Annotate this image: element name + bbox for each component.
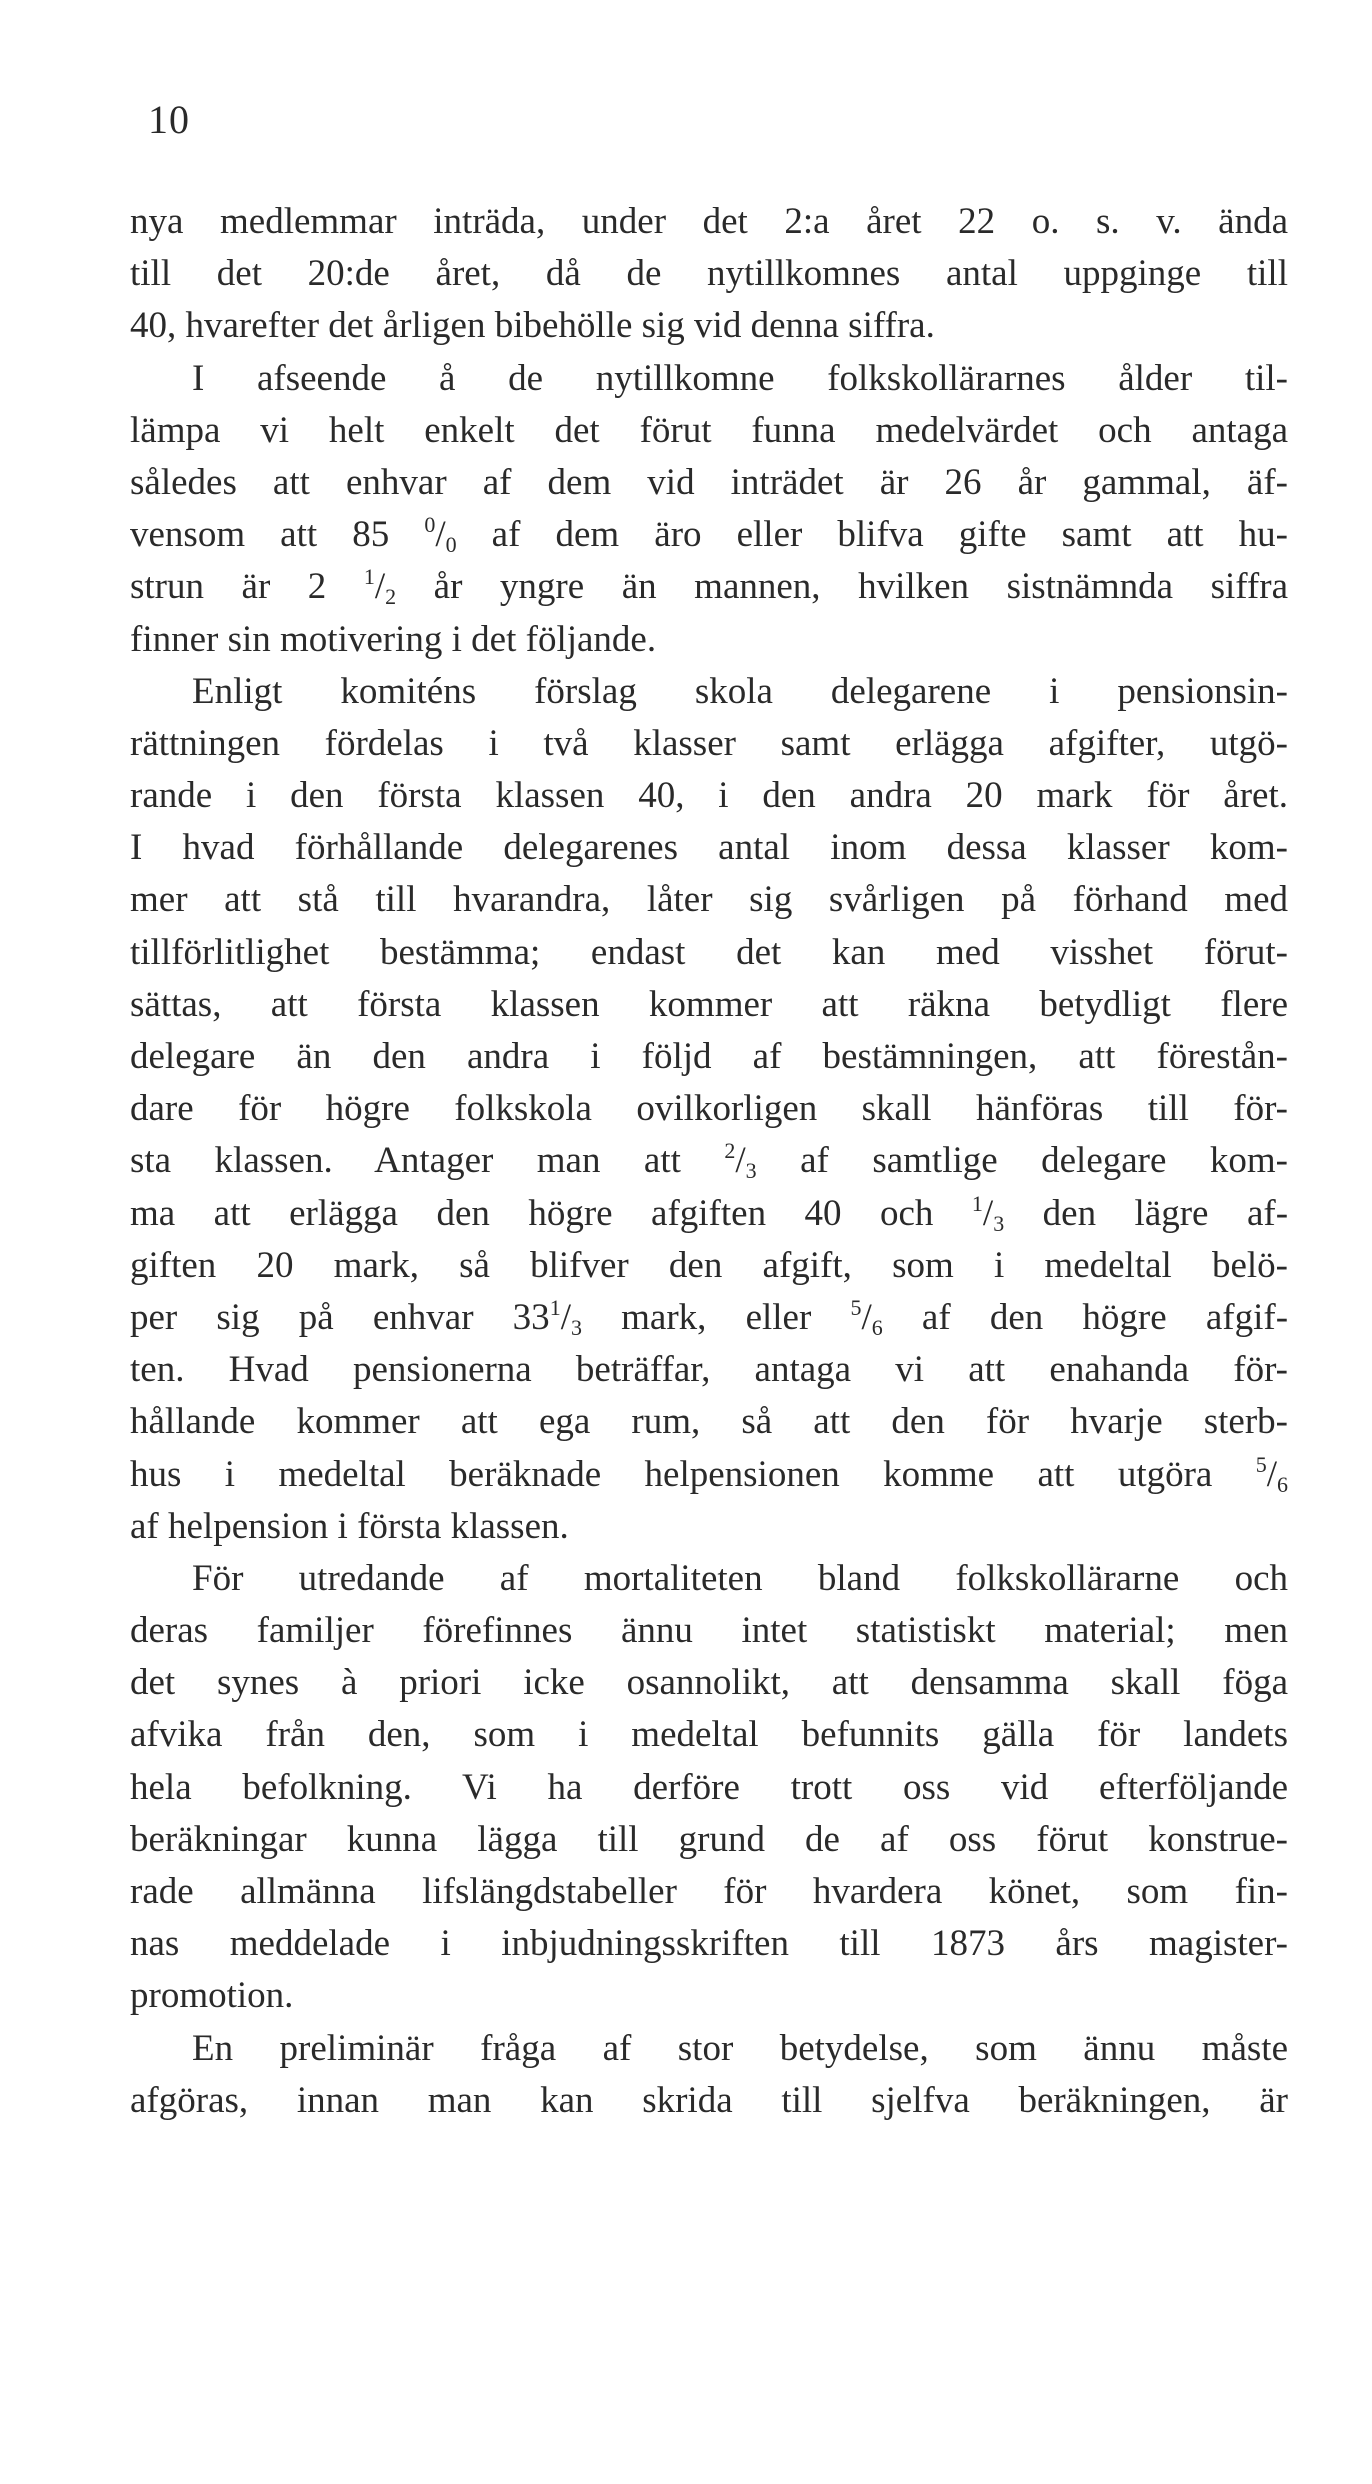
text-line [130,353,1288,405]
text-line [130,874,1288,926]
text-line [130,927,1288,979]
text-run: / [861,1296,872,1338]
text-line [130,1657,1288,1709]
text-run: af dem äro eller blifva gifte samt att hu- [456,514,1288,556]
page-number: 10 [148,97,190,142]
text-line [130,300,1288,352]
text-run: lämpa vi helt enkelt det förut funna medelvärdet och antaga [130,409,1288,451]
text-run: beräkningar kunna lägga till grund de af oss förut konstrue- [130,1818,1288,1860]
text-run: således att enhvar af dem vid inträdet är 26 år gammal, äf- [130,461,1288,503]
text-run: per sig på enhvar 33 [130,1296,550,1338]
superscript: 5 [850,1294,862,1320]
text-line [130,2023,1288,2075]
text-run: af samtlige delegare kom- [756,1140,1288,1182]
text-line [130,1814,1288,1866]
text-run: sta klassen. Antager man att [130,1140,725,1182]
subscript: 3 [993,1210,1005,1236]
text-run: afvika från den, som i medeltal befunnits gälla för landets [130,1714,1288,1756]
text-run: mer att stå till hvarandra, låter sig svårligen på förhand med [130,879,1288,921]
text-line [130,822,1288,874]
text-line [130,1501,1288,1553]
text-run: I hvad förhållande delegarenes antal inom dessa klasser kom- [130,827,1288,869]
text-run: finner sin motivering i det följande. [130,618,657,660]
text-run: af den högre afgif- [882,1296,1288,1338]
text-line [130,1553,1288,1605]
text-run: deras familjer förefinnes ännu intet statistiskt material; men [130,1610,1288,1652]
text-run: giften 20 mark, så blifver den afgift, som i medeltal belö- [130,1244,1288,1286]
text-line [130,1188,1288,1240]
text-line [130,2075,1288,2127]
text-run: ma att erlägga den högre afgiften 40 och [130,1192,972,1234]
text-run: rättningen fördelas i två klasser samt erlägga afgifter, utgö- [130,722,1288,764]
text-run: / [982,1192,994,1234]
subscript: 3 [570,1314,582,1340]
text-line [130,196,1288,248]
text-line [130,248,1288,300]
text-run: / [735,1140,746,1182]
text-line [130,1031,1288,1083]
text-line [130,770,1288,822]
body-text [130,196,1288,2127]
text-run: 40, hvarefter det årligen bibehölle sig vid denna siffra. [130,305,935,347]
text-run: delegare än den andra i följd af bestämningen, att förestån- [130,1036,1288,1077]
text-run: En preliminär fråga af stor betydelse, som ännu måste [192,2027,1288,2069]
text-run: tillförlitlighet bestämma; endast det kan med visshet förut- [130,931,1288,973]
text-run: vensom att 85 [130,514,425,556]
subscript: 3 [745,1158,757,1184]
subscript: 6 [871,1314,883,1340]
superscript: 1 [363,564,375,590]
text-line [130,979,1288,1031]
text-run: sättas, att första klassen kommer att räkna betydligt flere [130,983,1288,1025]
text-line [130,1605,1288,1657]
text-run: / [560,1296,571,1338]
text-run: För utredande af mortaliteten bland folkskollärarne och [192,1557,1288,1599]
text-run: det synes à priori icke osannolikt, att densamma skall föga [130,1662,1288,1704]
text-run: hela befolkning. Vi ha derföre trott oss vid efterföljande [130,1766,1288,1808]
text-run: afgöras, innan man kan skrida till sjelfva beräkningen, är [130,2079,1288,2121]
text-line [130,1762,1288,1814]
text-line [130,1344,1288,1396]
text-run: hus i medeltal beräknade helpensionen komme att utgöra [130,1453,1256,1495]
text-line [130,718,1288,770]
text-line [130,1240,1288,1292]
subscript: 6 [1277,1471,1288,1497]
text-run: till det 20:de året, då de nytillkomnes antal uppginge till [130,253,1288,295]
text-run: rade allmänna lifslängdstabeller för hvardera könet, som fin- [130,1871,1288,1912]
text-line [130,405,1288,457]
text-run: dare för högre folkskola ovilkorligen skall hänföras till för- [130,1088,1288,1130]
superscript: 0 [424,512,436,538]
text-line [130,1918,1288,1970]
superscript: 1 [971,1190,983,1216]
text-line [130,1709,1288,1761]
superscript: 5 [1255,1451,1267,1477]
text-run: ten. Hvad pensionerna beträffar, antaga vi att enahanda för- [130,1349,1288,1391]
text-line [130,1083,1288,1135]
text-run: strun är 2 [130,566,364,608]
text-run: nas meddelade i inbjudningsskriften till 1873 års magister- [130,1923,1288,1965]
text-line [130,666,1288,718]
subscript: 0 [445,532,457,558]
text-run: hållande kommer att ega rum, så att den för hvarje sterb- [130,1401,1288,1443]
text-run: / [1266,1453,1277,1495]
text-line [130,1866,1288,1918]
text-run: / [435,514,446,556]
superscript: 1 [549,1294,561,1320]
text-run: år yngre än mannen, hvilken sistnämnda siffra [396,566,1288,608]
text-line [130,1970,1288,2022]
text-run: mark, eller [581,1296,851,1338]
subscript: 2 [385,584,397,610]
text-line [130,1135,1288,1187]
text-run: Enligt komiténs förslag skola delegarene i pensionsin- [192,670,1288,712]
text-line [130,1449,1288,1501]
text-run: / [374,566,386,608]
text-run: I afseende å de nytillkomne folkskollärarnes ålder til- [192,357,1288,399]
text-line [130,457,1288,509]
text-run: promotion. [130,1975,294,2017]
text-line [130,1396,1288,1448]
text-line [130,509,1288,561]
text-run: den lägre af- [1004,1192,1288,1234]
text-line [130,1292,1288,1344]
text-line [130,561,1288,613]
text-run: nya medlemmar inträda, under det 2:a året 22 o. s. v. ända [130,201,1288,242]
superscript: 2 [724,1138,736,1164]
text-run: rande i den första klassen 40, i den andra 20 mark för året. [130,775,1288,817]
text-run: af helpension i första klassen. [130,1505,569,1547]
text-line [130,614,1288,666]
